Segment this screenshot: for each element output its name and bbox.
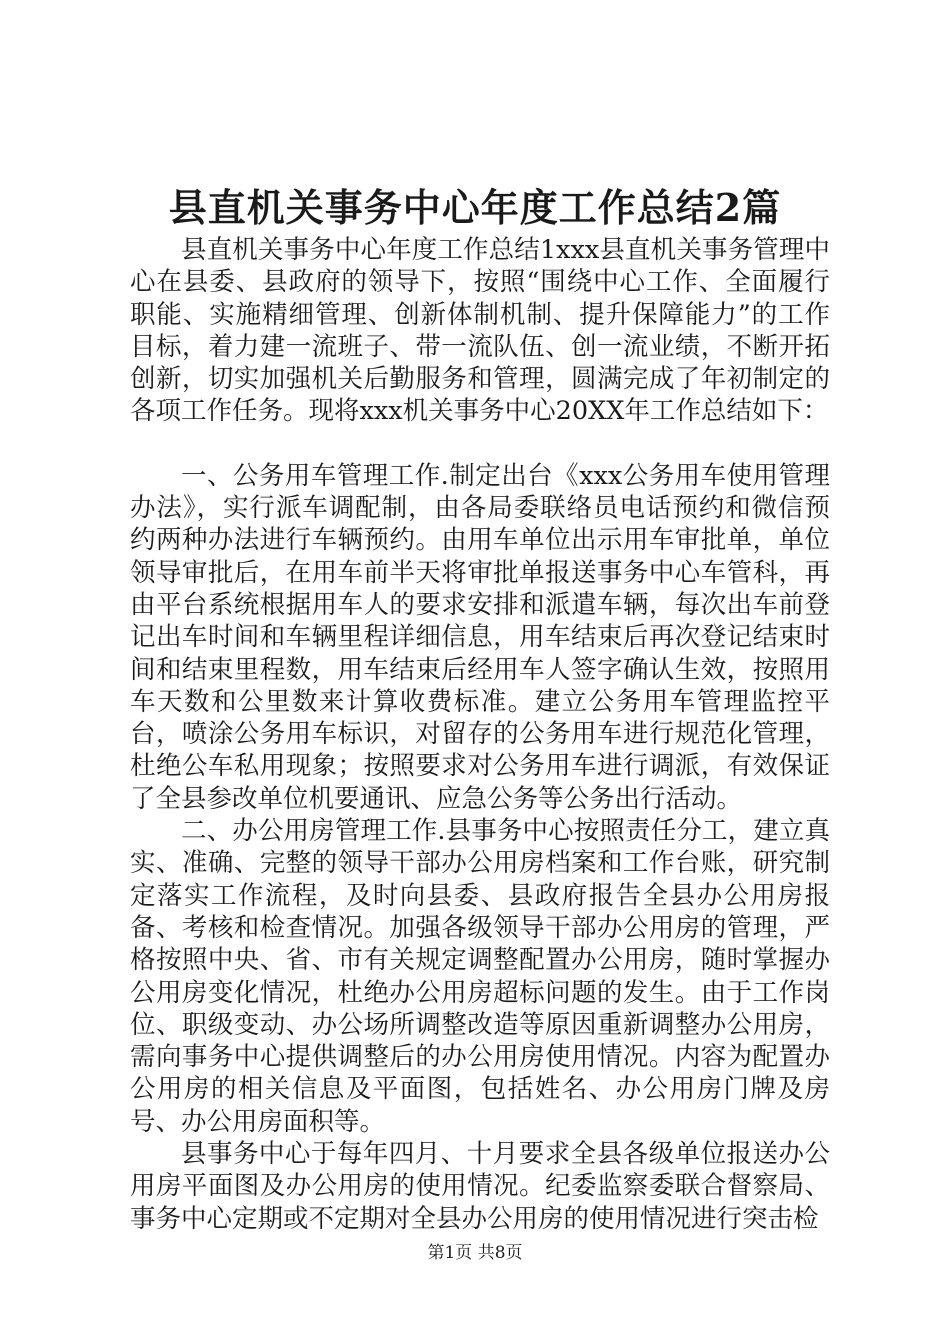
paragraph-intro: 县直机关事务中心年度工作总结1xxx县直机关事务管理中心在县委、县政府的领导下，按照“围绕中心工作、全面履行职能、实施精细管理、创新体制机制、提升保障能力”的工作目标，着力建一流班子、带一流队伍、创一流业绩，不断开拓创新，切实加强机关后勤服务和管理，圆满完成了年初制定的各项工作任务。现将xxx机关事务中心20XX年工作总结如下：: [130, 235, 830, 427]
document-title: 县直机关事务中心年度工作总结2篇: [168, 185, 782, 230]
document-body: [130, 234, 830, 1235]
paragraph-office-reporting: 县事务中心于每年四月、十月要求全县各级单位报送办公用房平面图及办公用房的使用情况。纪委监察委联合督察局、事务中心定期或不定期对全县办公用房的使用情况进行突击检: [130, 1139, 830, 1234]
page-footer: 第1页 共8页: [427, 1243, 523, 1263]
paragraph-office-management: 二、办公用房管理工作.县事务中心按照责任分工，建立真实、准确、完整的领导干部办公用房档案和工作台账，研究制定落实工作流程，及时向县委、县政府报告全县办公用房报备、考核和检查情况。加强各级领导干部办公用房的管理，严格按照中央、省、市有关规定调整配置办公用房，随时掌握办公用房变化情况，杜绝办公用房超标问题的发生。由于工作岗位、职级变动、办公场所调整改造等原因重新调整办公用房，需向事务中心提供调整后的办公用房使用情况。内容为配置办公用房的相关信息及平面图，包括姓名、办公用房门牌及房号、办公用房面积等。: [130, 816, 830, 1137]
paragraph-vehicle-management: 一、公务用车管理工作.制定出台《xxx公务用车使用管理办法》，实行派车调配制，由各局委联络员电话预约和微信预约两种办法进行车辆预约。由用车单位出示用车审批单，单位领导审批后，在用车前半天将审批单报送事务中心车管科，再由平台系统根据用车人的要求安排和派遣车辆，每次出车前登记出车时间和车辆里程详细信息，用车结束后再次登记结束时间和结束里程数，用车结束后经用车人签字确认生效，按照用车天数和公里数来计算收费标准。建立公务用车管理监控平台，喷涂公务用车标识，对留存的公务用车进行规范化管理，杜绝公车私用现象；按照要求对公务用车进行调派，有效保证了全县参改单位机要通讯、应急公务等公务出行活动。: [130, 460, 830, 814]
